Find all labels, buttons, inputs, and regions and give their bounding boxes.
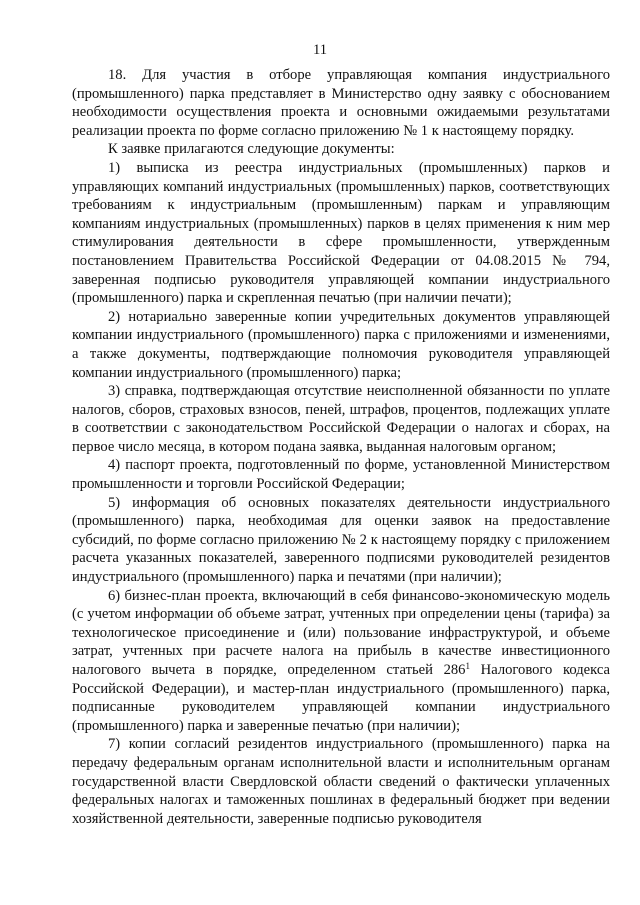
page-number: 11 [312, 42, 328, 58]
list-item-6-text-a: 6) бизнес-план проекта, включающий в себя финансово-экономическую модель (с учетом информации об объеме затрат, учтенных при определении цены (тарифа) за технологическое присоединение и (или) пользование инфраструктурой, и объеме затрат, учтенных при расчете налога на прибыль в качестве инвестиционного налогового вычета в порядке, определенном статьей 286 [72, 587, 610, 678]
list-item-3: 3) справка, подтверждающая отсутствие неисполненной обязанности по уплате налогов, сборов, страховых взносов, пеней, штрафов, процентов, подлежащих уплате в соответствии с законодательством Российской Федерации о налогах и сборах, на первое число месяца, в котором подана заявка, выданная налоговым органом; [72, 383, 610, 455]
list-item-1: 1) выписка из реестра индустриальных (промышленных) парков и управляющих компаний индустриальных (промышленных) парков, соответствующих требованиям к индустриальным (промышленным) паркам и управляющим компаниям индустриальных (промышленных) парков в целях применения к ним мер стимулирования деятельности в сфере промышленности, утвержденным постановлением Правительства Российской Федерации от 04.08.2015 № 794, заверенная подписью руководителя управляющей компании индустриального (промышленного) парка и скрепленная печатью (при наличии печати); [72, 159, 610, 307]
list-item-5: 5) информация об основных показателях деятельности индустриального (промышленного) парка, необходимая для оценки заявок на предоставление субсидий, по форме согласно приложению № 2 к настоящему порядку с приложением расчета указанных показателей, заверенного подписями руководителей резидентов индустриального (промышленного) парка и печатями (при наличии); [72, 494, 610, 586]
list-item-2: 2) нотариально заверенные копии учредительных документов управляющей компании индустриального (промышленного) парка с приложениями и изменениями, а также документы, подтверждающие полномочия руководителя управляющей компании индустриального (промышленного) парка; [72, 308, 610, 381]
list-item-4: 4) паспорт проекта, подготовленный по форме, установленной Министерством промышленности и торговли Российской Федерации; [72, 457, 610, 493]
paragraph-18: 18. Для участия в отборе управляющая компания индустриального (промышленного) парка представляет в Министерство одну заявку с обоснованием необходимости осуществления проекта и основными ожидаемыми результатами реализации проекта по форме согласно приложению № 1 к настоящему порядку. [72, 67, 610, 139]
document-body [72, 66, 610, 828]
list-item-6 [72, 587, 610, 736]
paragraph-attachments-intro: К заявке прилагаются следующие документы: [108, 141, 395, 158]
list-item-7: 7) копии согласий резидентов индустриального (промышленного) парка на передачу федеральным органам исполнительной власти и исполнительным органам государственной власти Свердловской области сведений о фактически уплаченных федеральных налогах и таможенных пошлинах в федеральный бюджет при ведении хозяйственной деятельности, заверенные подписью руководителя [72, 736, 610, 827]
list-item-6-text-b: Налогового кодекса Российской Федерации), и мастер-план индустриального (промышленного) парка, подписанные руководителем управляющей компании индустриального (промышленного) парка и заверенные печатью (при наличии); [72, 662, 611, 734]
superscript-1: 1 [465, 661, 470, 671]
